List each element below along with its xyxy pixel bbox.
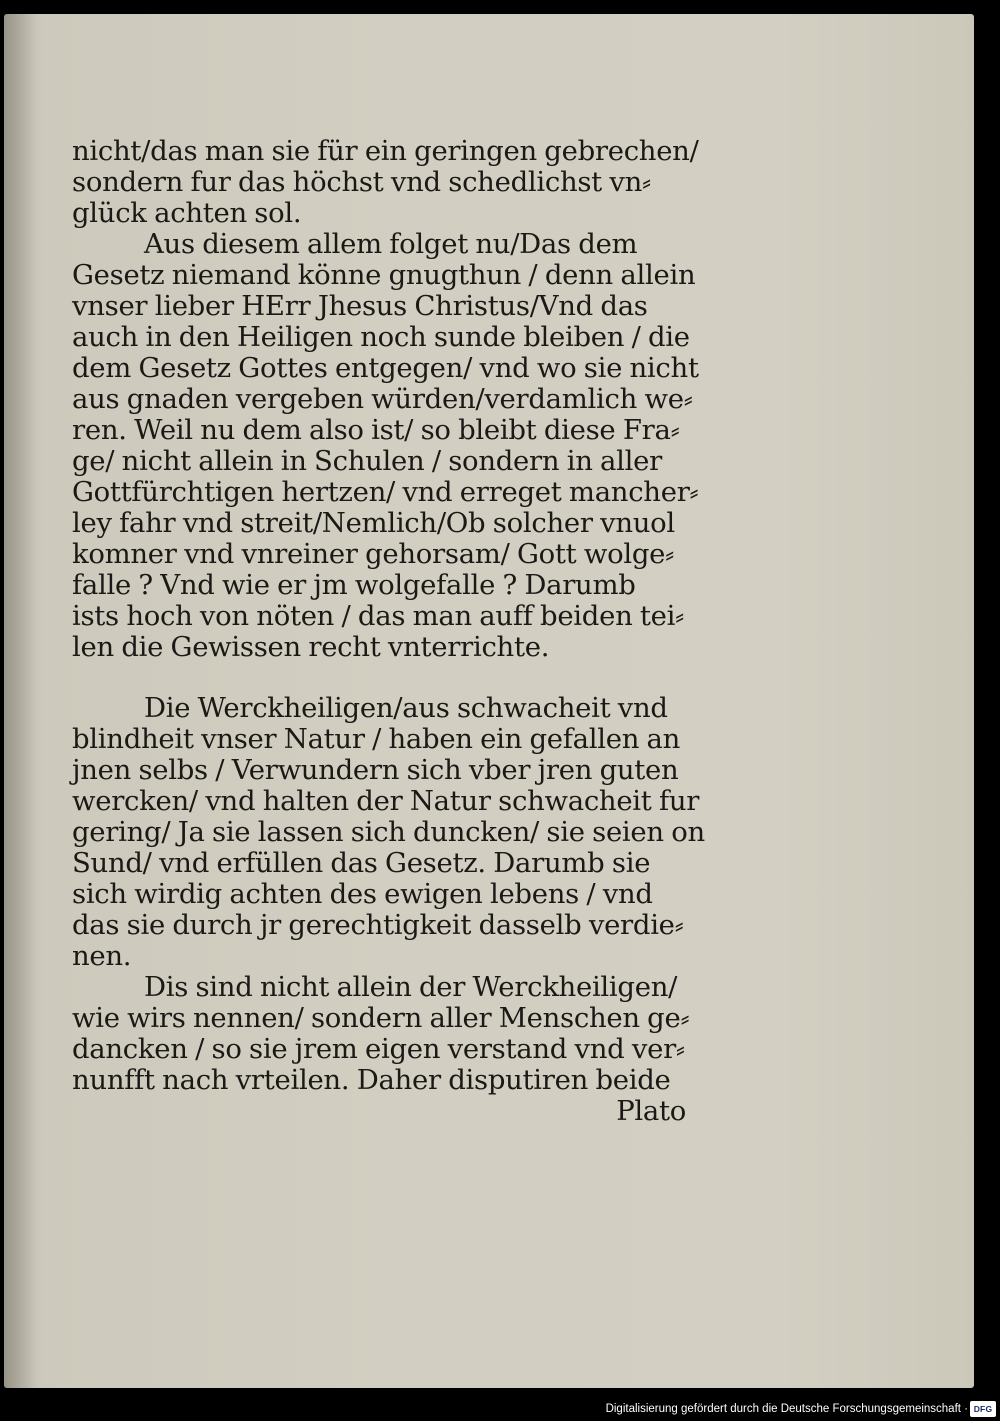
text-line: ley fahr vnd streit/Nemlich/Ob solcher vnuol xyxy=(72,507,675,539)
text-line: das sie durch jr gerechtigkeit dasselb verdie⸗ xyxy=(72,909,684,941)
text-line: glück achten sol. xyxy=(72,197,302,229)
text-line: Aus diesem allem folget nu/Das dem xyxy=(144,228,638,260)
paragraph-4 xyxy=(72,972,692,1096)
text-line: blindheit vnser Natur / haben ein gefallen an xyxy=(72,723,681,755)
page-text xyxy=(72,135,705,1127)
dfg-logo-icon xyxy=(970,1401,996,1417)
paragraph-gap xyxy=(72,663,692,693)
text-line: Sund/ vnd erfüllen das Gesetz. Darumb sie xyxy=(72,847,651,879)
paragraph-2 xyxy=(72,228,699,663)
text-line: nen. xyxy=(72,940,132,972)
text-line: aus gnaden vergeben würden/verdamlich we⸗ xyxy=(72,383,693,415)
text-line: Gesetz niemand könne gnugthun / denn allein xyxy=(72,259,696,291)
digitization-footer xyxy=(0,1395,1000,1421)
text-line: Die Werckheiligen/aus schwacheit vnd xyxy=(144,692,668,724)
text-line: gering/ Ja sie lassen sich duncken/ sie seien on xyxy=(72,816,705,848)
book-page xyxy=(4,14,974,1388)
text-line: vnser lieber HErr Jhesus Christus/Vnd das xyxy=(72,290,648,322)
funding-credit: Digitalisierung gefördert durch die Deutsche Forschungsgemeinschaft · xyxy=(605,1403,968,1415)
catchword: Plato xyxy=(616,1095,686,1127)
text-line: wercken/ vnd halten der Natur schwacheit fur xyxy=(72,785,700,817)
text-line: Gottfürchtigen hertzen/ vnd erreget mancher⸗ xyxy=(72,476,699,508)
text-line: nicht/das man sie für ein geringen gebrechen/ xyxy=(72,135,699,167)
text-line: len die Gewissen recht vnterrichte. xyxy=(72,631,550,663)
text-line: auch in den Heiligen noch sunde bleiben / die xyxy=(72,321,690,353)
text-line: jnen selbs / Verwundern sich vber jren guten xyxy=(72,754,679,786)
paragraph-3 xyxy=(72,692,705,972)
text-line: sich wirdig achten des ewigen lebens / vnd xyxy=(72,878,653,910)
text-line: Dis sind nicht allein der Werckheiligen/ xyxy=(144,971,678,1003)
text-line: nunfft nach vrteilen. Daher disputiren beide xyxy=(72,1064,671,1096)
paragraph-1 xyxy=(72,135,699,229)
dfg-logo-text: DFG xyxy=(973,1404,993,1414)
text-line: ists hoch von nöten / das man auff beiden tei⸗ xyxy=(72,600,684,632)
text-line: sondern fur das höchst vnd schedlichst vn⸗ xyxy=(72,166,651,198)
text-line: dancken / so sie jrem eigen verstand vnd ver⸗ xyxy=(72,1033,685,1065)
text-line: ge/ nicht allein in Schulen / sondern in aller xyxy=(72,445,662,477)
text-line: dem Gesetz Gottes entgegen/ vnd wo sie nicht xyxy=(72,352,699,384)
text-line: wie wirs nennen/ sondern aller Menschen ge⸗ xyxy=(72,1002,690,1034)
text-line: komner vnd vnreiner gehorsam/ Gott wolge⸗ xyxy=(72,538,674,570)
text-line: falle ? Vnd wie er jm wolgefalle ? Darumb xyxy=(72,569,636,601)
text-line: ren. Weil nu dem also ist/ so bleibt diese Fra⸗ xyxy=(72,414,680,446)
